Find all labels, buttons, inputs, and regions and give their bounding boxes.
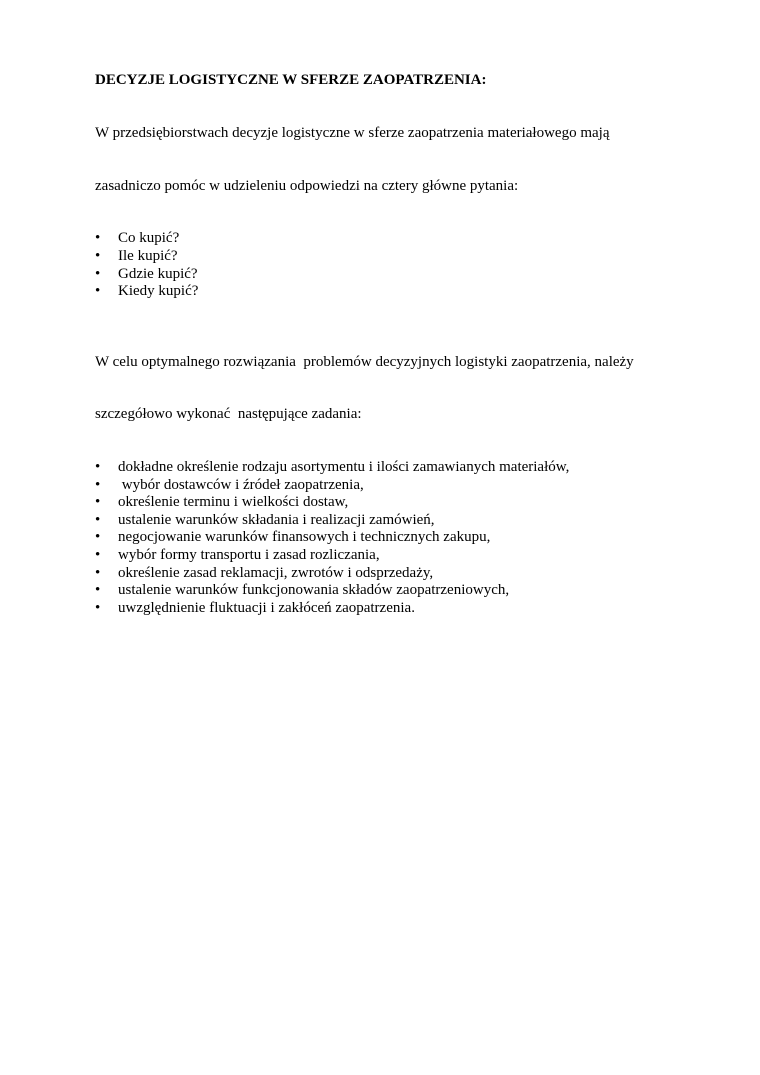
task-text: wybór dostawców i źródeł zaopatrzenia, [118, 476, 364, 493]
bullet-icon: • [95, 265, 101, 282]
question-text: Gdzie kupić? [118, 265, 198, 282]
bullet-icon: • [95, 564, 101, 581]
list-item [95, 494, 695, 512]
list-item [95, 230, 695, 248]
task-text: negocjowanie warunków finansowych i technicznych zakupu, [118, 529, 491, 546]
questions-list [95, 230, 695, 300]
bullet-icon: • [95, 529, 101, 546]
document-title: DECYZJE LOGISTYCZNE W SFERZE ZAOPATRZENIA: [95, 72, 487, 88]
bullet-icon: • [95, 230, 101, 247]
question-text: Co kupić? [118, 230, 180, 247]
bullet-icon: • [95, 459, 101, 476]
question-text: Ile kupić? [118, 247, 178, 264]
list-item [95, 565, 695, 583]
list-item [95, 266, 695, 284]
task-text: dokładne określenie rodzaju asortymentu i ilości zamawianych materiałów, [118, 459, 570, 476]
question-text: Kiedy kupić? [118, 283, 199, 300]
task-text: ustalenie warunków funkcjonowania składów zaopatrzeniowych, [118, 582, 510, 599]
tasks-intro-line: W celu optymalnego rozwiązania problemów decyzyjnych logistyki zaopatrzenia, należy [95, 353, 634, 370]
bullet-icon: • [95, 247, 101, 264]
task-text: określenie zasad reklamacji, zwrotów i odsprzedaży, [118, 564, 434, 581]
list-item [95, 582, 695, 600]
bullet-icon: • [95, 283, 101, 300]
bullet-icon: • [95, 599, 101, 616]
tasks-intro-line: szczegółowo wykonać następujące zadania: [95, 406, 362, 423]
document-body [95, 72, 695, 617]
bullet-icon: • [95, 476, 101, 493]
tasks-list [95, 459, 695, 617]
intro-line: W przedsiębiorstwach decyzje logistyczne w sferze zaopatrzenia materiałowego mają [95, 124, 610, 141]
list-item [95, 600, 695, 618]
list-item [95, 547, 695, 565]
intro-line: zasadniczo pomóc w udzieleniu odpowiedzi na cztery główne pytania: [95, 177, 519, 194]
task-text: wybór formy transportu i zasad rozliczania, [118, 547, 380, 564]
list-item [95, 477, 695, 495]
list-item [95, 529, 695, 547]
bullet-icon: • [95, 511, 101, 528]
task-text: określenie terminu i wielkości dostaw, [118, 494, 349, 511]
list-item [95, 459, 695, 477]
bullet-icon: • [95, 582, 101, 599]
list-item [95, 283, 695, 301]
paragraph-spacer [95, 301, 695, 319]
intro-paragraph [95, 90, 695, 231]
list-item [95, 248, 695, 266]
task-text: ustalenie warunków składania i realizacji zamówień, [118, 511, 435, 528]
list-item [95, 512, 695, 530]
tasks-intro-paragraph [95, 318, 695, 459]
task-text: uwzględnienie fluktuacji i zakłóceń zaopatrzenia. [118, 599, 415, 616]
bullet-icon: • [95, 547, 101, 564]
bullet-icon: • [95, 494, 101, 511]
